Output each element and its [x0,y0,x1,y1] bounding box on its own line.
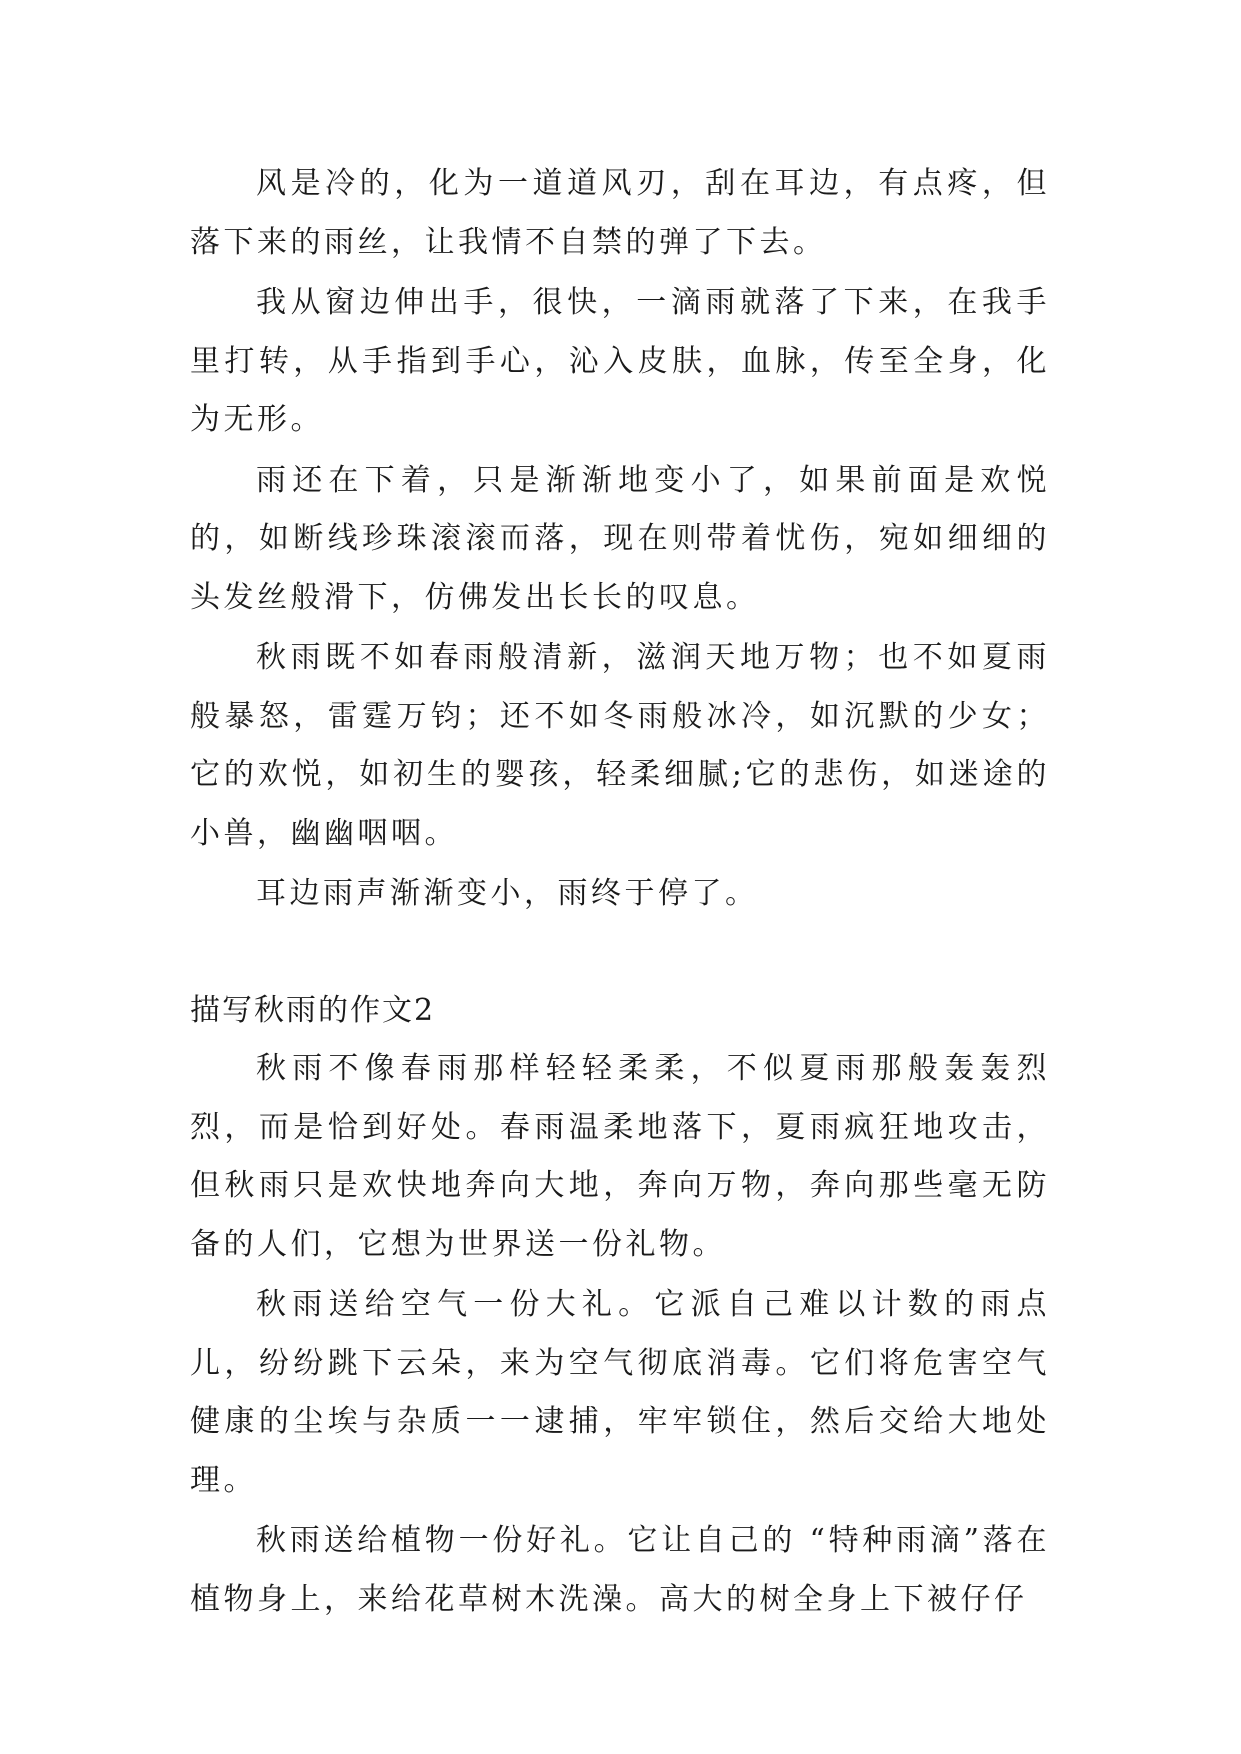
paragraph: 耳边雨声渐渐变小，雨终于停了。 [256,876,759,911]
paragraph: 风是冷的，化为一道道风刃，刮在耳边，有点疼，但落下来的雨丝，让我情不自禁的弹了下去。 [190,166,1050,260]
paragraph: 秋雨既不如春雨般清新，滋润天地万物；也不如夏雨般暴怒，雷霆万钧；还不如冬雨般冰冷，如沉默的少女；它的欢悦，如初生的婴孩，轻柔细腻;它的悲伤，如迷途的小兽，幽幽咽咽。 [190,640,1050,851]
paragraph: 秋雨送给空气一份大礼。它派自己难以计数的雨点儿，纷纷跳下云朵，来为空气彻底消毒。它们将危害空气健康的尘埃与杂质一一逮捕，牢牢锁住，然后交给大地处理。 [190,1287,1050,1498]
paragraph: 我从窗边伸出手，很快，一滴雨就落了下来，在我手里打转，从手指到手心，沁入皮肤，血脉，传至全身，化为无形。 [190,285,1050,437]
paragraph: 雨还在下着，只是渐渐地变小了，如果前面是欢悦的，如断线珍珠滚滚而落，现在则带着忧伤，宛如细细的头发丝般滑下，仿佛发出长长的叹息。 [190,462,1050,615]
document-body [190,155,1050,1631]
section-heading: 描写秋雨的作文2 [190,992,436,1028]
paragraph: 秋雨送给植物一份好礼。它让自己的 “特种雨滴”落在植物身上，来给花草树木洗澡。高大的树全身上下被仔仔 [190,1523,1050,1617]
paragraph: 秋雨不像春雨那样轻轻柔柔，不似夏雨那般轰轰烈烈，而是恰到好处。春雨温柔地落下，夏雨疯狂地攻击，但秋雨只是欢快地奔向大地，奔向万物，奔向那些毫无防备的人们，它想为世界送一份礼物。 [190,1051,1050,1262]
